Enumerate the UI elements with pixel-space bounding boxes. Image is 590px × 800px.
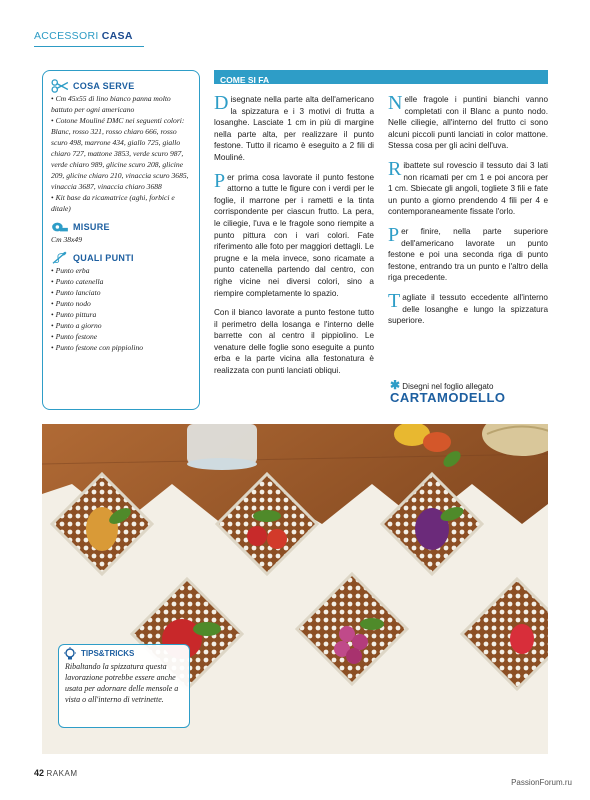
list-item: • Punto erba bbox=[51, 265, 191, 276]
list-item: • Punto lanciato bbox=[51, 287, 191, 298]
list-item: • Punto festone bbox=[51, 331, 191, 342]
drop-cap: D bbox=[214, 92, 229, 114]
paragraph-text: isegnate nella parte alta dell'americano la spizzatura e i 3 motivi di frutta a losanghe. Lasciate 1 cm in più di margine nella parte alta, per realizzare il punto festone. Tutto il ricamo è eseguito a 2 fili di Mouliné. bbox=[214, 95, 374, 162]
tape-measure-icon bbox=[51, 220, 69, 234]
needle-icon bbox=[51, 251, 69, 265]
misure-heading bbox=[51, 220, 191, 234]
list-item: • Punto festone con pippiolino bbox=[51, 342, 191, 353]
quali-punti-title: QUALI PUNTI bbox=[73, 253, 134, 263]
magazine-name: RAKAM bbox=[46, 769, 78, 778]
cosa-serve-title: COSA SERVE bbox=[73, 81, 135, 91]
tips-text: Ribaltando la spizzatura questa lavorazione potrebbe essere anche usata per adornare delle mensole a vista o all'interno di vetrinette. bbox=[65, 662, 179, 704]
stitches-list bbox=[51, 265, 191, 353]
scissors-icon bbox=[51, 79, 69, 93]
lightbulb-icon bbox=[63, 647, 77, 661]
cartamodello-label: CARTAMODELLO bbox=[390, 390, 506, 405]
come-si-fa-bar bbox=[214, 70, 548, 84]
drop-cap: T bbox=[388, 289, 401, 312]
paragraph-text: elle fragole i puntini bianchi vanno completati con il Blanc a punto nodo. Nelle ciliegie, all'interno del frutto ci sono alcuni piccoli punti lanciati in color mattone. Stessa cosa per gli acini dell'uva. bbox=[388, 95, 548, 151]
section-label bbox=[34, 30, 133, 42]
tips-box bbox=[58, 644, 190, 728]
instructions-column-1 bbox=[214, 94, 374, 385]
paragraph bbox=[388, 157, 548, 218]
list-item: • Kit base da ricamatrice (aghi, forbici e ditale) bbox=[51, 192, 191, 214]
section-label-a: ACCESSORI bbox=[34, 30, 99, 42]
cosa-serve-heading bbox=[51, 79, 191, 93]
page-number: 42 bbox=[34, 768, 45, 778]
paragraph-text: er finire, nella parte superiore dell'americano lavorate un punto festone e poi una seconda riga di punto festone, entrando tra un punto e l'altro della riga precedente. bbox=[388, 226, 548, 283]
drop-cap: N bbox=[388, 92, 403, 114]
paragraph bbox=[214, 169, 374, 300]
tips-title: TIPS&TRICKS bbox=[81, 649, 135, 658]
materials-list bbox=[51, 93, 191, 214]
paragraph bbox=[388, 289, 548, 327]
page-footer bbox=[34, 768, 77, 778]
water-glass bbox=[187, 424, 257, 470]
paragraph bbox=[388, 223, 548, 284]
materials-sidebar bbox=[42, 70, 200, 410]
drop-cap: P bbox=[388, 223, 400, 246]
quali-punti-heading bbox=[51, 251, 191, 265]
list-item: • Cotone Mouliné DMC nei seguenti colori: Blanc, rosso 321, rosso chiaro 666, rosso scuro 498, marrone 434, giallo 725, giallo chiaro 727, mattone 3853, verde scuro 987, verde chiaro 989, glicine scuro 208, glicine 209, glicine chiaro 210, vinaccia scuro 3685, vinaccia 3687, vinaccia chiaro 3688 bbox=[51, 115, 191, 192]
paragraph-text: er prima cosa lavorate il punto festone attorno a tutte le figure con i verdi per le foglie, il marrone per i rametti e la tinta corrispondente per ciascun frutto. La pera, le ciliegie, l'uva e le fragole sono riempite a punto pittura con i vari colori. Fate riferimento alle foto per maggiori dettagli. Le prugne e la mela invece, sono ricamate a punto catenella partendo dal centro, con righe vicine nei diversi colori, sino a riempire completamente lo spazio. bbox=[214, 172, 374, 298]
cartamodello-note-text: Disegni nel foglio allegato bbox=[402, 382, 494, 391]
list-item: • Punto nodo bbox=[51, 298, 191, 309]
instructions-column-2 bbox=[388, 94, 548, 335]
section-label-b: CASA bbox=[101, 30, 133, 42]
asterisk-icon: ✱ bbox=[390, 378, 401, 392]
list-item: • Punto a giorno bbox=[51, 320, 191, 331]
paragraph-text: agliate il tessuto eccedente all'interno delle losanghe e lungo la spizzatura superiore. bbox=[388, 292, 548, 326]
come-si-fa-title: COME SI FA bbox=[220, 75, 270, 85]
list-item: • Cm 45x55 di lino bianco panna molto battuto per ogni americano bbox=[51, 93, 191, 115]
misure-value: Cm 38x49 bbox=[51, 235, 83, 244]
watermark: PassionForum.ru bbox=[511, 778, 572, 787]
drop-cap: R bbox=[388, 157, 402, 180]
drop-cap: P bbox=[214, 169, 226, 192]
paragraph bbox=[388, 94, 548, 152]
header-rule bbox=[34, 46, 144, 47]
list-item: • Punto pittura bbox=[51, 309, 191, 320]
paragraph bbox=[214, 94, 374, 164]
paragraph-text: ibattete sul rovescio il tessuto dai 3 lati non ricamati per cm 1 e poi ancora per 1 cm. Sbiecate gli angoli, togliete 3 fili e fate un punto a giorno prendendo 4 fili per 4 e contemporaneamente fissate l'orlo. bbox=[388, 160, 548, 217]
paragraph bbox=[214, 307, 374, 377]
list-item: • Punto catenella bbox=[51, 276, 191, 287]
misure-title: MISURE bbox=[73, 222, 110, 232]
paragraph-text: Con il bianco lavorate a punto festone tutto il perimetro della losanga e l'interno delle barrette con al centro il pippiolino. Le venature delle foglie sono eseguite a punto erba e la parte vicina alla festonatura è realizzata con punti lanciati obliqui. bbox=[214, 308, 374, 376]
